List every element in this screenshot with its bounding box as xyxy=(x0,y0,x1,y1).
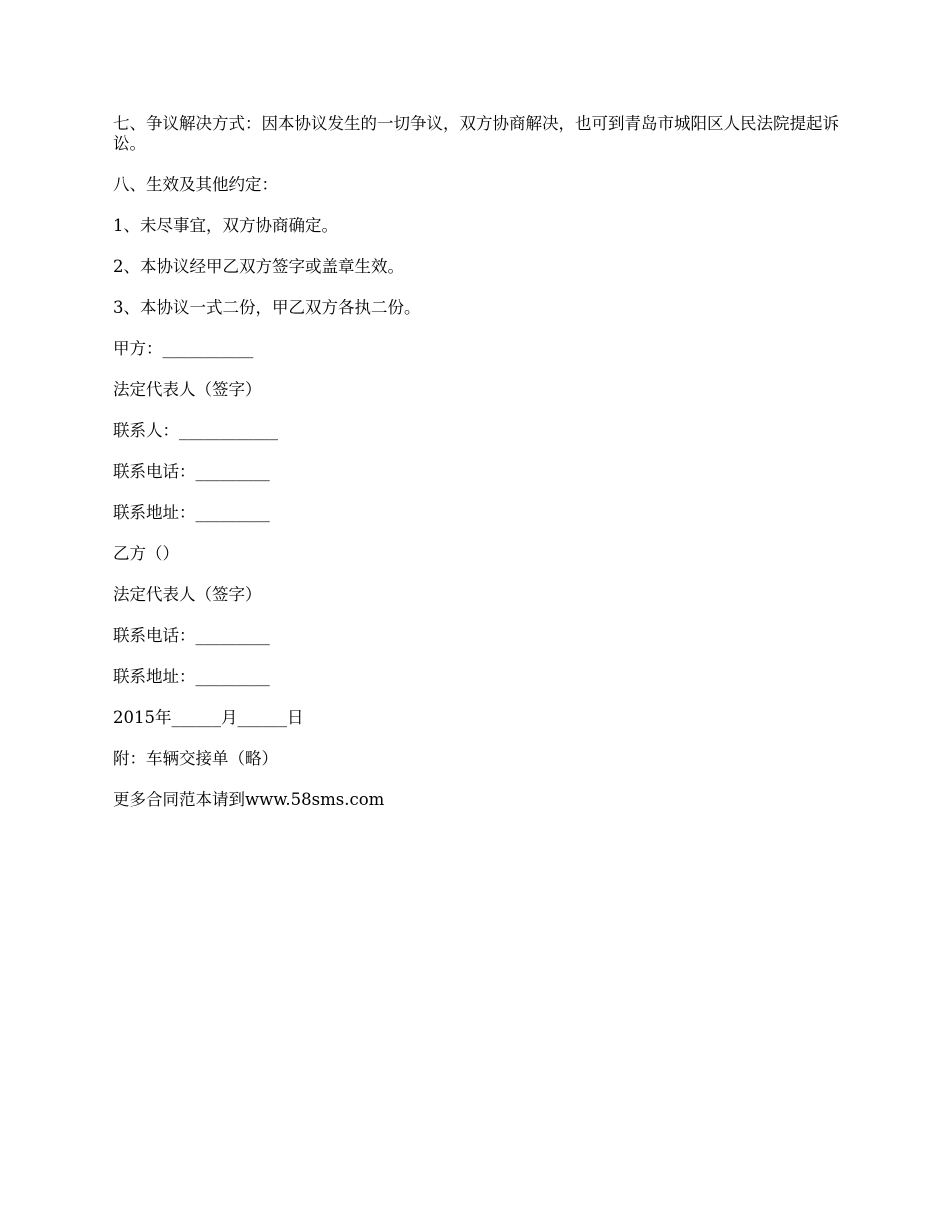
clause-effect-heading: 八、生效及其他约定： xyxy=(113,175,278,194)
signing-date: 2015年______月______日 xyxy=(113,708,304,727)
clause-dispute-resolution: 七、争议解决方式：因本协议发生的一切争议，双方协商解决，也可到青岛市城阳区人民法院提起诉讼。 xyxy=(113,114,839,153)
attachment-note: 附：车辆交接单（略） xyxy=(113,749,278,768)
document-body xyxy=(113,114,843,831)
party-b-address: 联系地址：_________ xyxy=(113,667,270,686)
clause-item-3: 3、本协议一式二份，甲乙双方各执二份。 xyxy=(113,298,421,317)
party-a-phone: 联系电话：_________ xyxy=(113,462,270,481)
party-a-legal-rep: 法定代表人（签字） xyxy=(113,380,262,399)
party-a-address: 联系地址：_________ xyxy=(113,503,270,522)
clause-item-2: 2、本协议经甲乙双方签字或盖章生效。 xyxy=(113,257,404,276)
more-templates-note: 更多合同范本请到www.58sms.com xyxy=(113,790,385,809)
clause-item-1: 1、未尽事宜，双方协商确定。 xyxy=(113,216,338,235)
party-a-field: 甲方：___________ xyxy=(113,339,254,358)
party-b-field: 乙方（） xyxy=(113,544,179,563)
party-b-legal-rep: 法定代表人（签字） xyxy=(113,585,262,604)
party-a-contact-person: 联系人：____________ xyxy=(113,421,278,440)
party-b-phone: 联系电话：_________ xyxy=(113,626,270,645)
